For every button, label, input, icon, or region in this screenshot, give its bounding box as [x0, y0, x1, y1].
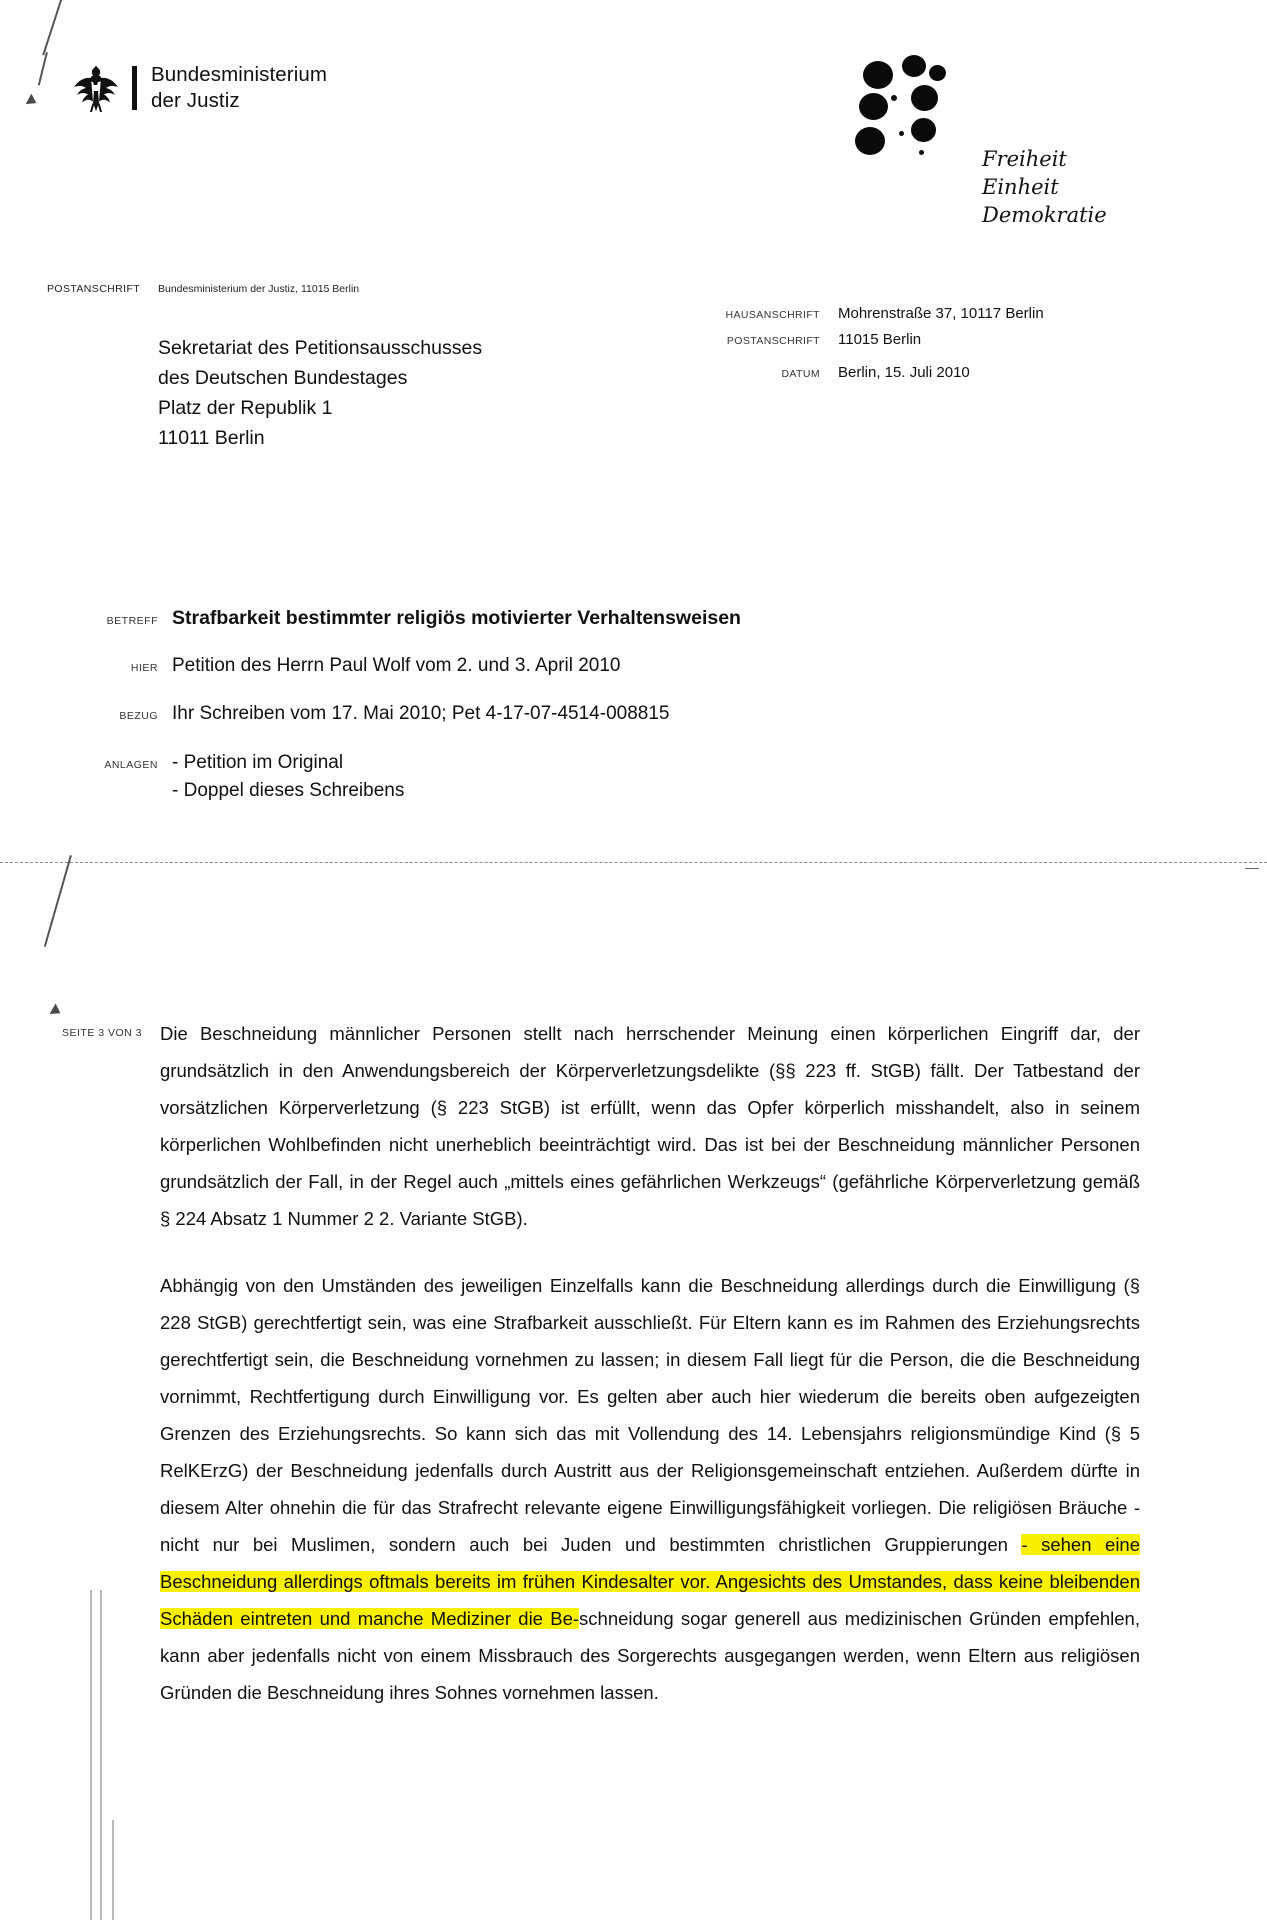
subject-row-betreff [0, 605, 1267, 631]
hausanschrift-value: Mohrenstraße 37, 10117 Berlin [838, 305, 1044, 322]
datum-label: DATUM [781, 368, 820, 380]
recipient-address [158, 333, 482, 453]
return-address-value: Bundesministerium der Justiz, 11015 Berlin [158, 283, 360, 295]
bezug-value: Ihr Schreiben vom 17. Mai 2010; Pet 4-17-07-4514-008815 [172, 703, 670, 724]
subject-block [0, 605, 1267, 827]
flag-dots-icon [855, 55, 985, 165]
betreff-label: BETREFF [106, 615, 158, 627]
betreff-value: Strafbarkeit bestimmter religiös motivierter Verhaltensweisen [172, 607, 741, 629]
recipient-line-2: des Deutschen Bundestages [158, 367, 408, 389]
subject-row-bezug [0, 701, 1267, 727]
divider-tick [1245, 868, 1259, 869]
ministry-name-line2: der Justiz [151, 89, 240, 112]
anlagen-item-1: - Petition im Original [172, 752, 344, 773]
hier-label: HIER [130, 662, 158, 674]
section-divider [0, 862, 1267, 864]
letterhead [0, 0, 1267, 250]
letter-body [160, 1015, 1140, 1741]
ministry-logo [72, 62, 327, 114]
hausanschrift-label: HAUSANSCHRIFT [725, 309, 820, 321]
subject-row-hier [0, 653, 1267, 679]
datum-value: Berlin, 15. Juli 2010 [838, 364, 970, 381]
scan-arrow-mark [50, 1004, 64, 1019]
anlagen-value [172, 749, 404, 805]
meta-row-datum [712, 364, 1044, 381]
postanschrift-value: 11015 Berlin [838, 331, 922, 348]
margin-annotation-bar [112, 1820, 114, 1920]
logo-divider-bar [132, 66, 137, 110]
highlighted-passage: - sehen eine Beschneidung allerdings oftmals bereits im frühen Kindesalter vor. Angesichts des Umstandes, dass keine bleibenden Schäden eintreten und manche Mediziner die Be- [160, 1534, 1141, 1629]
postanschrift-label: POSTANSCHRIFT [726, 335, 820, 347]
recipient-line-1: Sekretariat des Petitionsausschusses [158, 337, 483, 359]
motto-line3: Demokratie [982, 203, 1107, 227]
subject-row-anlagen [0, 749, 1267, 805]
scan-fold-line [44, 855, 72, 947]
meta-row-postanschrift [712, 331, 1044, 348]
motto-line1: Freiheit [982, 147, 1067, 171]
motto-line2: Einheit [982, 175, 1059, 199]
bezug-label: BEZUG [119, 710, 158, 722]
ministry-name-line1: Bundesministerium [151, 63, 328, 86]
ministry-motto [982, 145, 1107, 229]
body-paragraph-1: Die Beschneidung männlicher Personen stellt nach herrschender Meinung einen körperlichen Eingriff dar, der grundsätzlich in den Anwendungsbereich der Körperverletzungsdelikte (§§ 223 ff. StGB) fällt. Der Tatbestand der vorsätzlichen Körperverletzung (§ 223 StGB) ist erfüllt, wenn das Opfer körperlich misshandelt, also in seinem körperlichen Wohlbefinden nicht unerheblich beeinträchtigt wird. Das ist bei der Beschneidung männlicher Personen grundsätzlich der Fall, in der Regel auch „mittels eines gefährlichen Werkzeugs“ (gefährliche Körperverletzung gemäß § 224 Absatz 1 Nummer 2 2. Variante StGB). [160, 1023, 1140, 1229]
return-address-label: POSTANSCHRIFT [47, 283, 141, 295]
page-marker: SEITE 3 VON 3 [62, 1027, 143, 1039]
recipient-line-4: 11011 Berlin [158, 427, 265, 449]
recipient-line-3: Platz der Republik 1 [158, 397, 333, 419]
paragraph-2-text-part-3: schneidung sogar generell aus medizinischen Gründen empfehlen, kann aber jedenfalls nicht von einem Missbrauch des Sorgerechts ausgegangen werden, wenn Eltern aus religiösen Gründen die Beschneidung ihres Sohnes vornehmen lassen. [160, 1608, 1140, 1703]
body-paragraph-2 [160, 1267, 1140, 1711]
margin-annotation-bar [90, 1590, 92, 1920]
margin-annotation-bar [100, 1590, 102, 1920]
sender-meta-block [712, 305, 1044, 390]
federal-eagle-icon [72, 63, 120, 113]
meta-row-hausanschrift [712, 305, 1044, 322]
ministry-name [151, 62, 327, 114]
anlagen-label: ANLAGEN [104, 759, 158, 771]
paragraph-2-text-part-1: Abhängig von den Umständen des jeweiligen Einzelfalls kann die Beschneidung allerdings durch die Einwilligung (§ 228 StGB) gerechtfertigt sein, was eine Strafbarkeit ausschließt. Für Eltern kann es im Rahmen des Erziehungsrechts gerechtfertigt sein, die Beschneidung vornehmen zu lassen; in diesem Fall liegt für die Person, die die Beschneidung vornimmt, Rechtfertigung durch Einwilligung vor. Es gelten aber auch hier wiederum die bereits oben aufgezeigten Grenzen des Erziehungsrechts. So kann sich das mit Vollendung des 14. Lebensjahrs religionsmündige Kind (§ 5 RelKErzG) der Beschneidung jedenfalls durch Austritt aus der Religionsgemeinschaft entziehen. Außerdem dürfte in diesem Alter ohnehin die für das Strafrecht relevante eigene Einwilligungsfähigkeit vorliegen. Die religiösen Bräuche - nicht nur bei Muslimen, sondern auch bei Juden und bestimmten christlichen Gruppierungen [160, 1275, 1140, 1555]
hier-value: Petition des Herrn Paul Wolf vom 2. und 3. April 2010 [172, 655, 621, 676]
anlagen-item-2: - Doppel dieses Schreibens [172, 780, 405, 801]
